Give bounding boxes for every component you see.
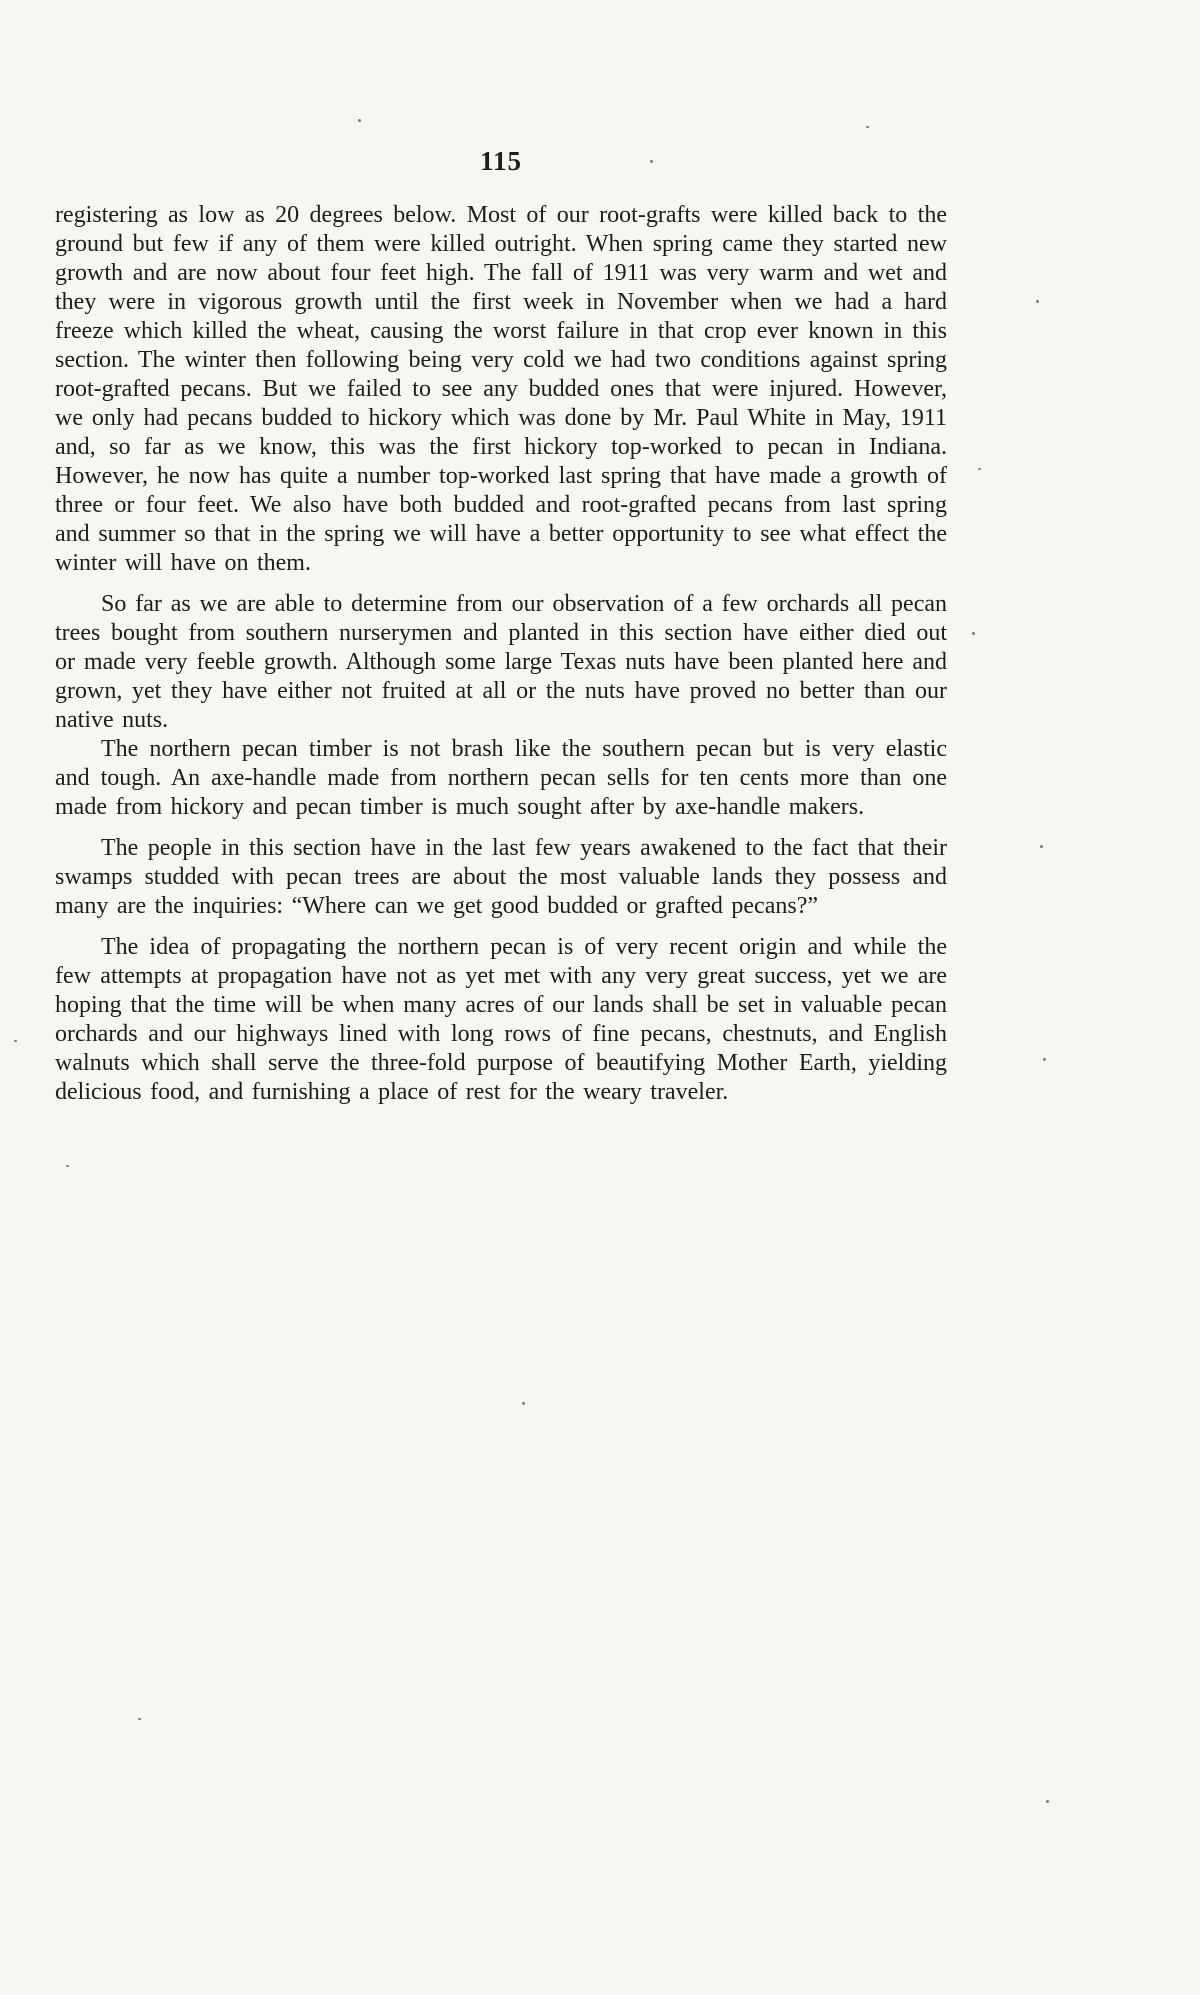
scan-speck [522, 1402, 525, 1405]
paragraph-2: So far as we are able to determine from our observation of a few orchards all pecan trees bought from southern nurserymen and planted in this section have either died out or made very feeble growth. Although some large Texas nuts have been planted here and grown, yet they have either not fruited at all or the nuts have proved no better than our native nuts. [55, 591, 947, 733]
scan-speck [1036, 300, 1039, 303]
paragraph-1: registering as low as 20 degrees below. Most of our root-grafts were killed back to the ground but few if any of them were killed outright. When spring came they started new growth and are now about four feet high. The fall of 1911 was very warm and wet and they were in vigorous growth until the first week in November when we had a hard freeze which killed the wheat, causing the worst failure in that crop ever known in this section. The winter then following being very cold we had two conditions against spring root-grafted pecans. But we failed to see any budded ones that were injured. However, we only had pecans budded to hickory which was done by Mr. Paul White in May, 1911 and, so far as we know, this was the first hickory top-worked to pecan in Indiana. However, he now has quite a number top-worked last spring that have made a growth of three or four feet. We also have both budded and root-grafted pecans from last spring and summer so that in the spring we will have a better opportunity to see what effect the winter will have on them. [55, 202, 947, 576]
scan-speck [866, 126, 869, 128]
scan-speck [138, 1718, 141, 1720]
paragraph-3: The northern pecan timber is not brash like the southern pecan but is very elastic and tough. An axe-handle made from northern pecan sells for ten cents more than one made from hickory and pecan timber is much sought after by axe-handle makers. [55, 736, 947, 820]
scanned-page [55, 146, 947, 1107]
scan-speck [1040, 845, 1043, 848]
scan-speck [650, 160, 653, 163]
scan-speck [1043, 1058, 1046, 1061]
scan-speck [66, 1165, 69, 1167]
page-number: 115 [479, 146, 522, 176]
scan-speck [14, 1040, 17, 1042]
scan-speck [1046, 1800, 1049, 1803]
paragraph-5: The idea of propagating the northern pecan is of very recent origin and while the few attempts at propagation have not as yet met with any very great success, yet we are hoping that the time will be when many acres of our lands shall be set in valuable pecan orchards and our highways lined with long rows of fine pecans, chestnuts, and English walnuts which shall serve the three-fold purpose of beautifying Mother Earth, yielding delicious food, and furnishing a place of rest for the weary traveler. [55, 934, 947, 1105]
paragraph-4: The people in this section have in the last few years awakened to the fact that their swamps studded with pecan trees are about the most valuable lands they possess and many are the inquiries: “Where can we get good budded or grafted pecans?” [55, 835, 947, 919]
scan-speck [978, 468, 981, 470]
scan-speck [358, 119, 361, 122]
scan-speck [972, 632, 975, 635]
